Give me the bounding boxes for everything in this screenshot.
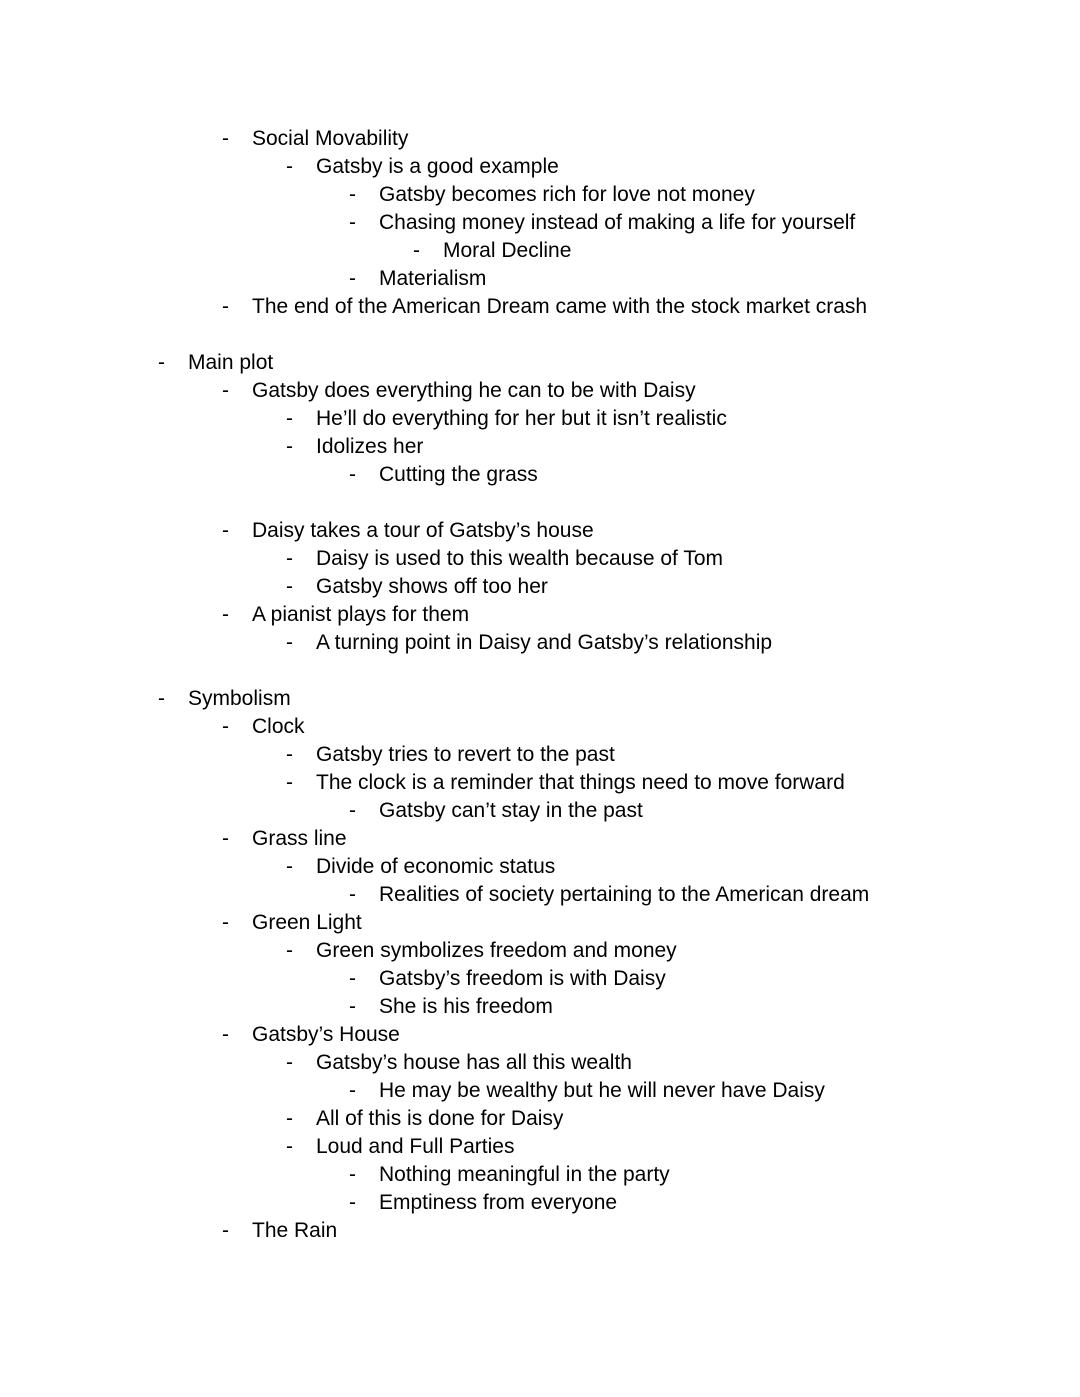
- bullet-dash: -: [286, 771, 293, 794]
- list-item-text: He may be wealthy but he will never have Daisy: [379, 1079, 825, 1102]
- bullet-dash: -: [222, 379, 229, 402]
- list-item-text: She is his freedom: [379, 995, 553, 1018]
- list-item-text: Gatsby’s freedom is with Daisy: [379, 967, 666, 990]
- list-item-text: Gatsby does everything he can to be with Daisy: [252, 379, 696, 402]
- list-item-text: Emptiness from everyone: [379, 1191, 618, 1214]
- list-item-text: Gatsby tries to revert to the past: [316, 743, 615, 766]
- list-item-text: Loud and Full Parties: [316, 1135, 515, 1158]
- bullet-dash: -: [349, 883, 356, 906]
- bullet-dash: -: [286, 1135, 293, 1158]
- bullet-dash: -: [349, 1079, 356, 1102]
- bullet-dash: -: [349, 799, 356, 822]
- list-item-text: He’ll do everything for her but it isn’t realistic: [316, 407, 727, 430]
- list-item-text: A pianist plays for them: [252, 603, 470, 626]
- list-item-text: Grass line: [252, 827, 347, 850]
- list-item-text: Nothing meaningful in the party: [379, 1163, 670, 1186]
- bullet-dash: -: [413, 239, 420, 262]
- list-item-text: Gatsby is a good example: [316, 155, 559, 178]
- bullet-dash: -: [349, 1191, 356, 1214]
- list-item-text: Gatsby becomes rich for love not money: [379, 183, 755, 206]
- bullet-dash: -: [286, 1051, 293, 1074]
- list-item-text: Gatsby’s house has all this wealth: [316, 1051, 632, 1074]
- list-item-text: Divide of economic status: [316, 855, 556, 878]
- bullet-dash: -: [349, 211, 356, 234]
- bullet-dash: -: [286, 547, 293, 570]
- list-item-text: Daisy takes a tour of Gatsby’s house: [252, 519, 594, 542]
- list-item-text: Chasing money instead of making a life for yourself: [379, 211, 856, 234]
- list-item-text: A turning point in Daisy and Gatsby’s relationship: [316, 631, 773, 654]
- bullet-dash: -: [286, 939, 293, 962]
- bullet-dash: -: [222, 1023, 229, 1046]
- list-item-text: Gatsby shows off too her: [316, 575, 548, 598]
- list-item-text: All of this is done for Daisy: [316, 1107, 564, 1130]
- list-item-text: Green symbolizes freedom and money: [316, 939, 677, 962]
- bullet-dash: -: [222, 827, 229, 850]
- list-item-text: Gatsby’s House: [252, 1023, 400, 1046]
- bullet-dash: -: [222, 911, 229, 934]
- list-item-text: Daisy is used to this wealth because of Tom: [316, 547, 723, 570]
- section-heading-text: Main plot: [188, 351, 274, 374]
- bullet-dash: -: [349, 267, 356, 290]
- list-item-text: Moral Decline: [443, 239, 572, 262]
- list-item-text: The end of the American Dream came with the stock market crash: [252, 295, 868, 318]
- bullet-dash: -: [349, 1163, 356, 1186]
- bullet-dash: -: [286, 407, 293, 430]
- list-item-text: Social Movability: [252, 127, 409, 150]
- bullet-dash: -: [158, 351, 165, 374]
- bullet-dash: -: [286, 1107, 293, 1130]
- bullet-dash: -: [286, 631, 293, 654]
- list-item-text: Realities of society pertaining to the American dream: [379, 883, 870, 906]
- bullet-dash: -: [286, 743, 293, 766]
- bullet-dash: -: [286, 155, 293, 178]
- bullet-dash: -: [349, 995, 356, 1018]
- bullet-dash: -: [286, 435, 293, 458]
- bullet-dash: -: [222, 715, 229, 738]
- bullet-dash: -: [286, 855, 293, 878]
- bullet-dash: -: [222, 1219, 229, 1242]
- bullet-dash: -: [349, 967, 356, 990]
- bullet-dash: -: [222, 519, 229, 542]
- bullet-dash: -: [222, 603, 229, 626]
- bullet-dash: -: [222, 127, 229, 150]
- list-item-text: The Rain: [252, 1219, 338, 1242]
- list-item-text: Cutting the grass: [379, 463, 538, 486]
- bullet-dash: -: [222, 295, 229, 318]
- bullet-dash: -: [286, 575, 293, 598]
- bullet-dash: -: [349, 463, 356, 486]
- bullet-dash: -: [158, 687, 165, 710]
- list-item-text: Materialism: [379, 267, 487, 290]
- list-item-text: Clock: [252, 715, 305, 738]
- list-item-text: Green Light: [252, 911, 362, 934]
- list-item-text: The clock is a reminder that things need to move forward: [316, 771, 845, 794]
- list-item-text: Idolizes her: [316, 435, 424, 458]
- list-item-text: Gatsby can’t stay in the past: [379, 799, 643, 822]
- bullet-dash: -: [349, 183, 356, 206]
- section-heading-text: Symbolism: [188, 687, 291, 710]
